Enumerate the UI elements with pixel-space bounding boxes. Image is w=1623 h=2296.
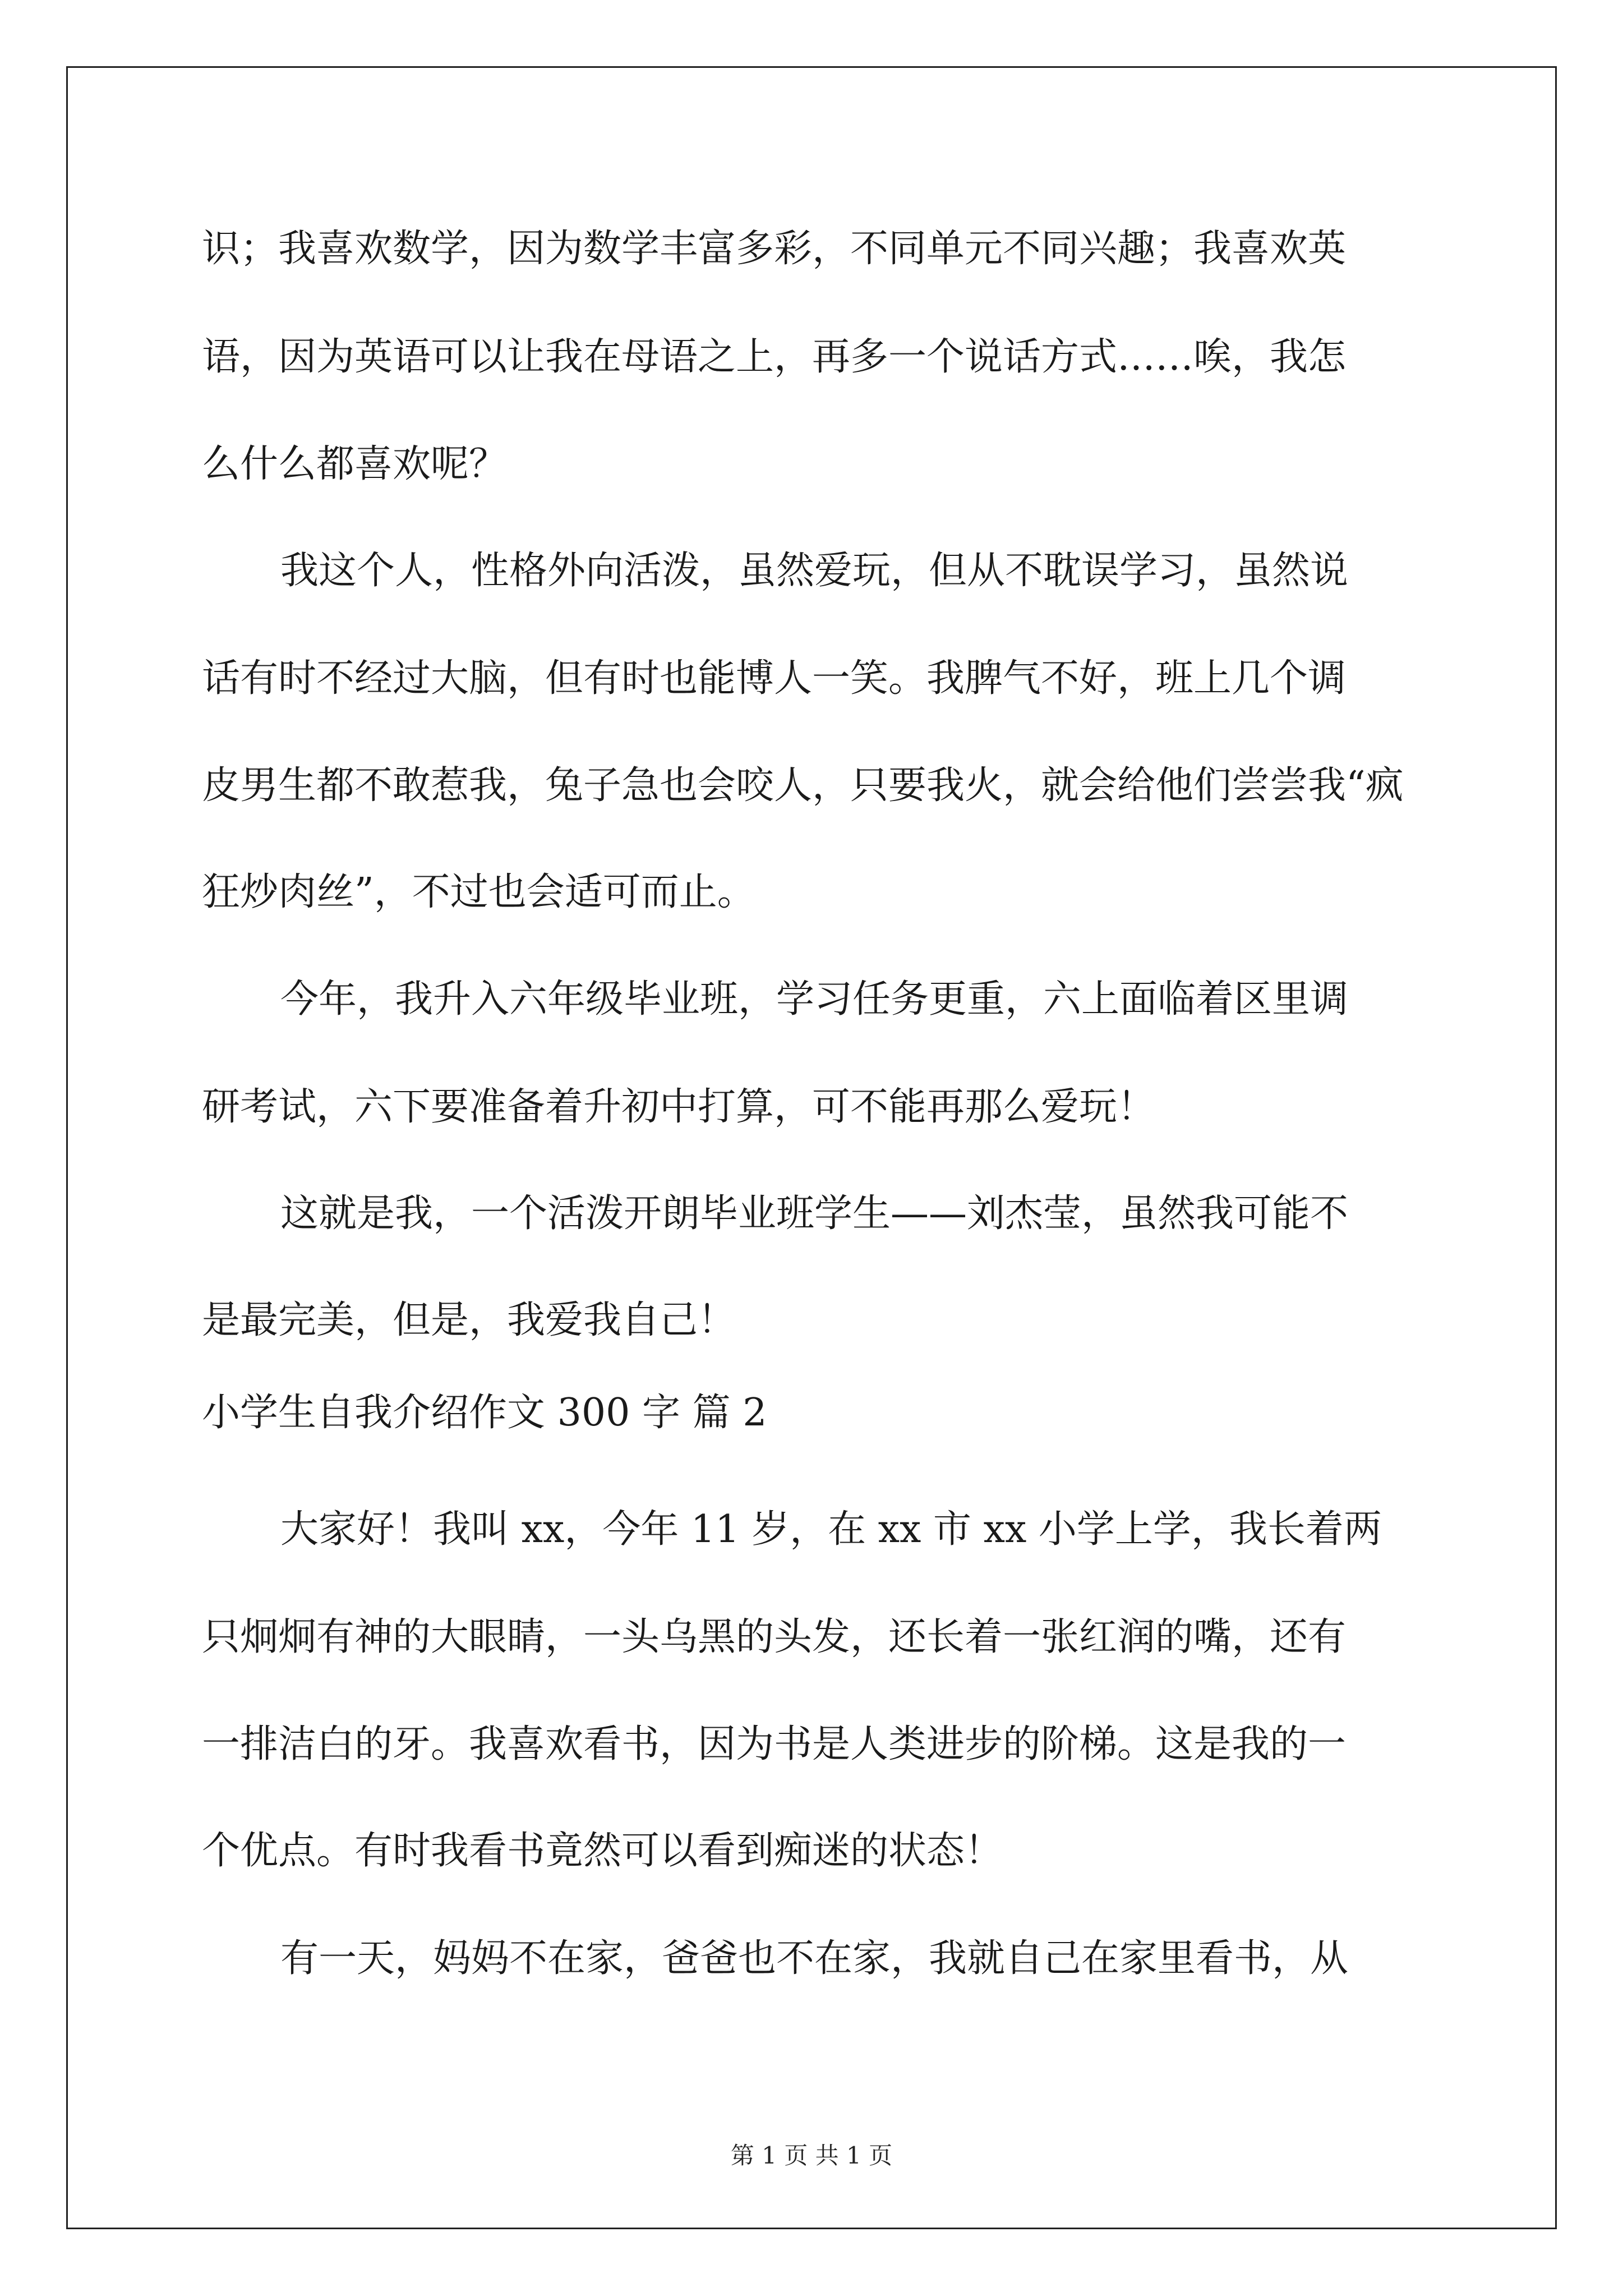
text-line: 只炯炯有神的大眼睛，一头乌黑的头发，还长着一张红润的嘴，还有 [202, 1615, 1347, 1659]
text-line: 狂炒肉丝”，不过也会适可而止。 [202, 870, 755, 914]
section-heading: 小学生自我介绍作文 300 字 篇 2 [202, 1391, 767, 1435]
text-line: 这就是我，一个活泼开朗毕业班学生——刘杰莹，虽然我可能不 [280, 1191, 1349, 1236]
text-line: 话有时不经过大脑，但有时也能博人一笑。我脾气不好，班上几个调 [202, 656, 1347, 701]
page-number-footer: 第 1 页 共 1 页 [730, 2142, 893, 2169]
text-line: 研考试，六下要准备着升初中打算，可不能再那么爱玩！ [202, 1085, 1156, 1129]
text-line: 语，因为英语可以让我在母语之上，再多一个说话方式……唉，我怎 [202, 335, 1347, 379]
text-line: 识；我喜欢数学，因为数学丰富多彩，不同单元不同兴趣；我喜欢英 [202, 227, 1347, 271]
text-line: 皮男生都不敢惹我，兔子急也会咬人，只要我火，就会给他们尝尝我“疯 [202, 763, 1404, 808]
text-line: 今年，我升入六年级毕业班，学习任务更重，六上面临着区里调 [280, 977, 1349, 1022]
text-line: 我这个人，性格外向活泼，虽然爱玩，但从不耽误学习，虽然说 [280, 549, 1349, 593]
text-line: 么什么都喜欢呢？ [202, 442, 508, 486]
text-line: 一排洁白的牙。我喜欢看书，因为书是人类进步的阶梯。这是我的一 [202, 1722, 1347, 1766]
page-border [66, 66, 1557, 2229]
text-line: 个优点。有时我看书竟然可以看到痴迷的状态！ [202, 1829, 1003, 1873]
text-line: 大家好！我叫 xx，今年 11 岁，在 xx 市 xx 小学上学，我长着两 [280, 1507, 1382, 1552]
text-line: 有一天，妈妈不在家，爸爸也不在家，我就自己在家里看书，从 [280, 1936, 1349, 1981]
text-line: 是最完美，但是，我爱我自己！ [202, 1298, 736, 1342]
